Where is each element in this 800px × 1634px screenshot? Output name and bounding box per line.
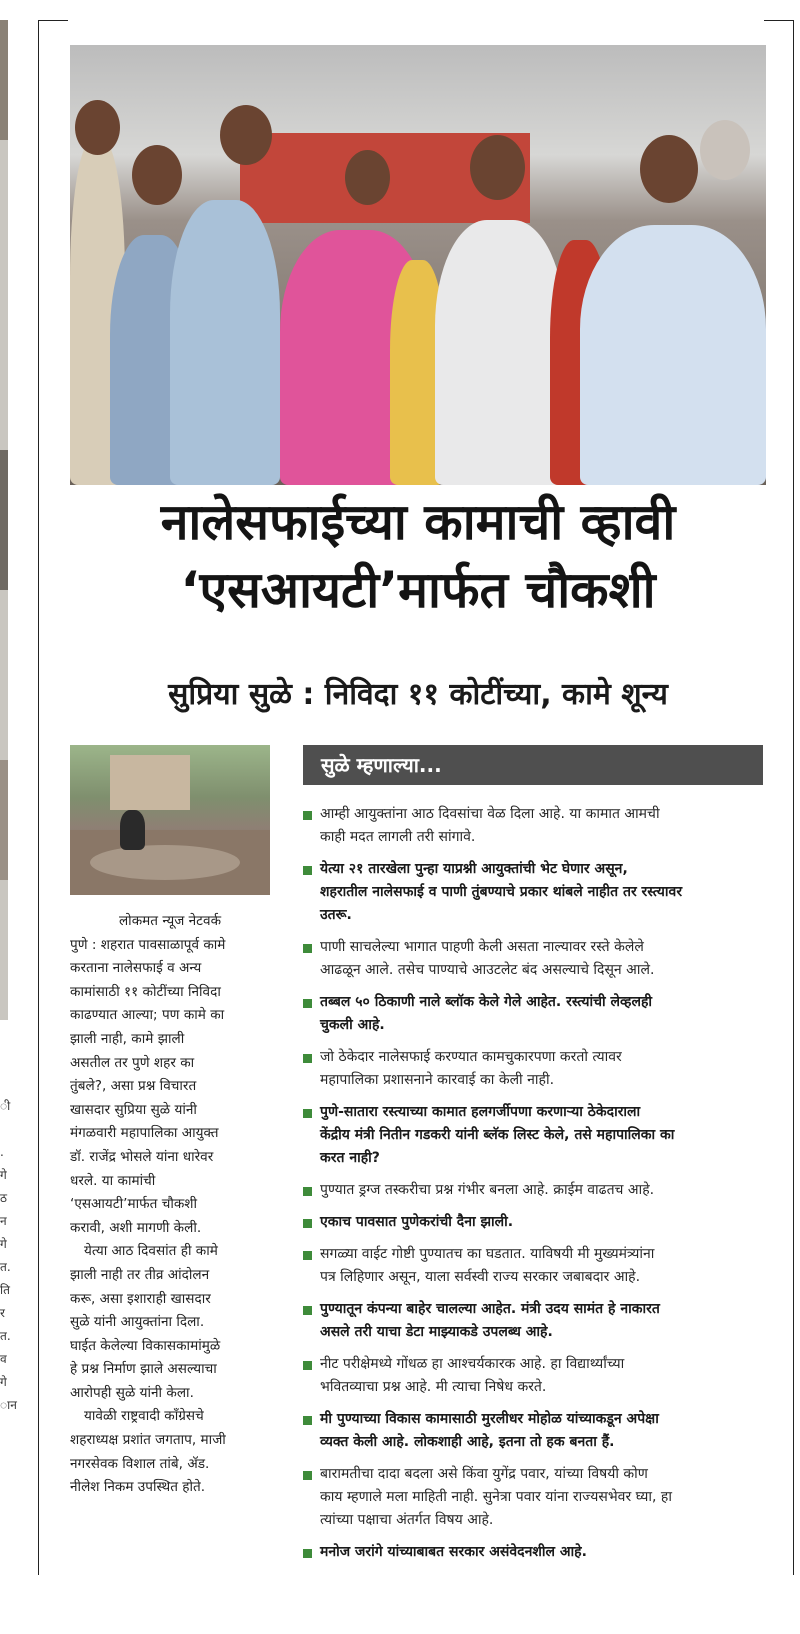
bullet-square-icon bbox=[303, 999, 312, 1008]
article-line: पुणे : शहरात पावसाळापूर्व कामे bbox=[70, 936, 226, 953]
article-line: धरले. या कामांची bbox=[70, 1172, 156, 1189]
quotes-list bbox=[303, 803, 763, 1573]
quote-line: करत नाही? bbox=[320, 1150, 380, 1166]
article-line: मंगळवारी महापालिका आयुक्त bbox=[70, 1125, 219, 1142]
quote-line: येत्या २१ तारखेला पुन्हा याप्रश्नी आयुक्तांची भेट घेणार असून, bbox=[320, 861, 628, 877]
bullet-square-icon bbox=[303, 1471, 312, 1480]
dateline: लोकमत न्यूज नेटवर्क bbox=[118, 913, 222, 929]
quote-line: केंद्रीय मंत्री नितीन गडकरी यांनी ब्लॅक लिस्ट केले, तसे महापालिका का bbox=[320, 1127, 675, 1143]
quote-line: पत्र लिहिणार असून, याला सर्वस्वी राज्य सरकार जबाबदार आहे. bbox=[320, 1269, 641, 1285]
article-line: नीलेश निकम उपस्थित होते. bbox=[70, 1479, 206, 1496]
bullet-square-icon bbox=[303, 1549, 312, 1558]
article-line: खासदार सुप्रिया सुळे यांनी bbox=[70, 1101, 197, 1118]
subheadline: सुप्रिया सुळे : निविदा ११ कोटींच्या, कामे शून्य bbox=[168, 677, 668, 712]
quote-line: आढळून आले. तसेच पाण्याचे आउटलेट बंद असल्याचे दिसून आले. bbox=[320, 962, 655, 978]
headline-line-2: ‘एसआयटी’मार्फत चौकशी bbox=[180, 561, 656, 619]
article-line: कामांसाठी ११ कोटींच्या निविदा bbox=[70, 983, 221, 1000]
quote-line: काय म्हणाले मला माहिती नाही. सुनेत्रा पवार यांना राज्यसभेवर घ्या, हा bbox=[320, 1489, 672, 1505]
article-line: तुंबले?, असा प्रश्न विचारत bbox=[70, 1078, 197, 1095]
bullet-square-icon bbox=[303, 1416, 312, 1425]
quote-line: पुण्यातून कंपन्या बाहेर चालल्या आहेत. मंत्री उदय सामंत हे नाकारत bbox=[320, 1301, 660, 1317]
bullet-square-icon bbox=[303, 1219, 312, 1228]
corner-tick-left bbox=[38, 20, 68, 21]
quote-line: जो ठेकेदार नालेसफाई करण्यात कामचुकारपणा करतो त्यावर bbox=[320, 1049, 622, 1065]
edge-fragment: गे bbox=[0, 1237, 7, 1251]
quote-line: पुण्यात ड्रग्ज तस्करीचा प्रश्न गंभीर बनला आहे. क्राईम वाढतच आहे. bbox=[320, 1182, 655, 1198]
quote-line: व्यक्त केली आहे. लोकशाही आहे, इतना तो हक बनता हैं. bbox=[320, 1434, 615, 1450]
article-line: काढण्यात आल्या; पण कामे का bbox=[70, 1007, 225, 1024]
article-line: शहराध्यक्ष प्रशांत जगताप, माजी bbox=[70, 1432, 226, 1449]
article-line: करू, असा इशाराही खासदार bbox=[70, 1290, 211, 1307]
quote-line: नीट परीक्षेमध्ये गोंधळ हा आश्चर्यकारक आहे. हा विद्यार्थ्यांच्या bbox=[320, 1356, 625, 1372]
article-line: आरोपही सुळे यांनी केला. bbox=[70, 1384, 194, 1401]
edge-fragment: ी bbox=[0, 1099, 11, 1113]
quotes-box-heading: सुळे म्हणाल्या... bbox=[303, 745, 763, 785]
quote-line: मी पुण्याच्या विकास कामासाठी मुरलीधर मोहोळ यांच्याकडून अपेक्षा bbox=[320, 1411, 659, 1427]
edge-fragment: गे bbox=[0, 1375, 7, 1389]
quote-item bbox=[303, 1353, 763, 1399]
bullet-square-icon bbox=[303, 811, 312, 820]
edge-fragment: ान bbox=[0, 1398, 17, 1412]
article-line: हे प्रश्न निर्माण झाले असल्याचा bbox=[70, 1361, 217, 1378]
article-line: झाली नाही, कामे झाली bbox=[70, 1030, 185, 1047]
article-line: येत्या आठ दिवसांत ही कामे bbox=[84, 1243, 218, 1260]
adjacent-column-fragments bbox=[0, 1095, 17, 1417]
bullet-square-icon bbox=[303, 1109, 312, 1118]
quote-line: उतरू. bbox=[320, 907, 352, 923]
quote-item bbox=[303, 803, 763, 849]
quote-line: पुणे-सातारा रस्त्याच्या कामात हलगर्जीपणा करणाऱ्या ठेकेदाराला bbox=[320, 1104, 641, 1120]
edge-fragment: गे bbox=[0, 1168, 7, 1182]
edge-fragment: न bbox=[0, 1214, 7, 1228]
quote-line: मनोज जरांगे यांच्याबाबत सरकार असंवेदनशील आहे. bbox=[320, 1544, 587, 1560]
bullet-square-icon bbox=[303, 1054, 312, 1063]
quote-item bbox=[303, 1298, 763, 1344]
bullet-square-icon bbox=[303, 944, 312, 953]
quote-line: असले तरी याचा डेटा माझ्याकडे उपलब्ध आहे. bbox=[320, 1324, 553, 1340]
adjacent-page-edge bbox=[0, 20, 8, 1020]
quote-item bbox=[303, 1179, 763, 1202]
quote-line: महापालिका प्रशासनाने कारवाई का केली नाही. bbox=[320, 1072, 555, 1088]
bullet-square-icon bbox=[303, 1361, 312, 1370]
column-rule-left bbox=[38, 20, 39, 1575]
article-line: सुळे यांनी आयुक्तांना दिला. bbox=[70, 1314, 205, 1331]
quote-line: चुकली आहे. bbox=[320, 1017, 385, 1033]
quote-line: पाणी साचलेल्या भागात पाहणी केली असता नाल्यावर रस्ते केलेले bbox=[320, 939, 644, 955]
quote-item bbox=[303, 1463, 763, 1532]
quote-line: काही मदत लागली तरी सांगावे. bbox=[320, 829, 476, 845]
article-line: डॉ. राजेंद्र भोसले यांना धारेवर bbox=[70, 1148, 214, 1165]
article-line: करावी, अशी मागणी केली. bbox=[70, 1219, 202, 1236]
flooded-road-photo bbox=[70, 745, 270, 895]
bullet-square-icon bbox=[303, 1187, 312, 1196]
article-line: असतील तर पुणे शहर का bbox=[70, 1054, 195, 1071]
quote-line: बारामतीचा दादा बदला असे किंवा युगेंद्र पवार, यांच्या विषयी कोण bbox=[320, 1466, 648, 1482]
bullet-square-icon bbox=[303, 1306, 312, 1315]
article-line: ‘एसआयटी’मार्फत चौकशी bbox=[70, 1196, 198, 1213]
quote-item bbox=[303, 858, 763, 927]
edge-fragment: त. bbox=[0, 1329, 11, 1343]
article-body bbox=[70, 910, 270, 1500]
quote-item bbox=[303, 991, 763, 1037]
column-rule-right bbox=[793, 20, 794, 1575]
article-line: करताना नालेसफाई व अन्य bbox=[70, 960, 202, 977]
article-line: यावेळी राष्ट्रवादी काँग्रेसचे bbox=[84, 1408, 204, 1425]
quote-line: सगळ्या वाईट गोष्टी पुण्यातच का घडतात. याविषयी मी मुख्यमंत्र्यांना bbox=[320, 1246, 655, 1262]
article-line: नगरसेवक विशाल तांबे, ॲड. bbox=[70, 1455, 210, 1472]
quote-line: त्यांच्या पक्षाचा अंतर्गत विषय आहे. bbox=[320, 1512, 494, 1528]
edge-fragment: त. bbox=[0, 1260, 11, 1274]
news-photo-group-inspection bbox=[70, 45, 766, 485]
edge-fragment: ठ bbox=[0, 1191, 7, 1205]
quote-item bbox=[303, 936, 763, 982]
quote-line: तब्बल ५० ठिकाणी नाले ब्लॉक केले गेले आहेत. रस्त्यांची लेव्हलही bbox=[320, 994, 652, 1010]
headline-line-1: नालेसफाईच्या कामाची व्हावी bbox=[160, 493, 676, 551]
corner-tick-right bbox=[764, 20, 794, 21]
article-line: झाली नाही तर तीव्र आंदोलन bbox=[70, 1266, 210, 1283]
bullet-square-icon bbox=[303, 1251, 312, 1260]
quote-item bbox=[303, 1211, 763, 1234]
quote-line: आम्ही आयुक्तांना आठ दिवसांचा वेळ दिला आहे. या कामात आमची bbox=[320, 806, 660, 822]
quote-item bbox=[303, 1046, 763, 1092]
edge-fragment: व bbox=[0, 1352, 7, 1366]
edge-fragment: र bbox=[0, 1306, 5, 1320]
quote-item bbox=[303, 1101, 763, 1170]
quote-line: एकाच पावसात पुणेकरांची दैना झाली. bbox=[320, 1214, 514, 1230]
edge-fragment: ति bbox=[0, 1283, 10, 1297]
quote-line: भवितव्याचा प्रश्न आहे. मी त्याचा निषेध करते. bbox=[320, 1379, 547, 1395]
article-line: घाईत केलेल्या विकासकामांमुळे bbox=[70, 1337, 221, 1354]
quote-item bbox=[303, 1243, 763, 1289]
quote-line: शहरातील नालेसफाई व पाणी तुंबण्याचे प्रकार थांबले नाहीत तर रस्त्यावर bbox=[320, 884, 683, 900]
edge-fragment bbox=[0, 1118, 12, 1141]
edge-fragment: . bbox=[0, 1145, 4, 1159]
quote-item bbox=[303, 1541, 763, 1564]
bullet-square-icon bbox=[303, 866, 312, 875]
quote-item bbox=[303, 1408, 763, 1454]
